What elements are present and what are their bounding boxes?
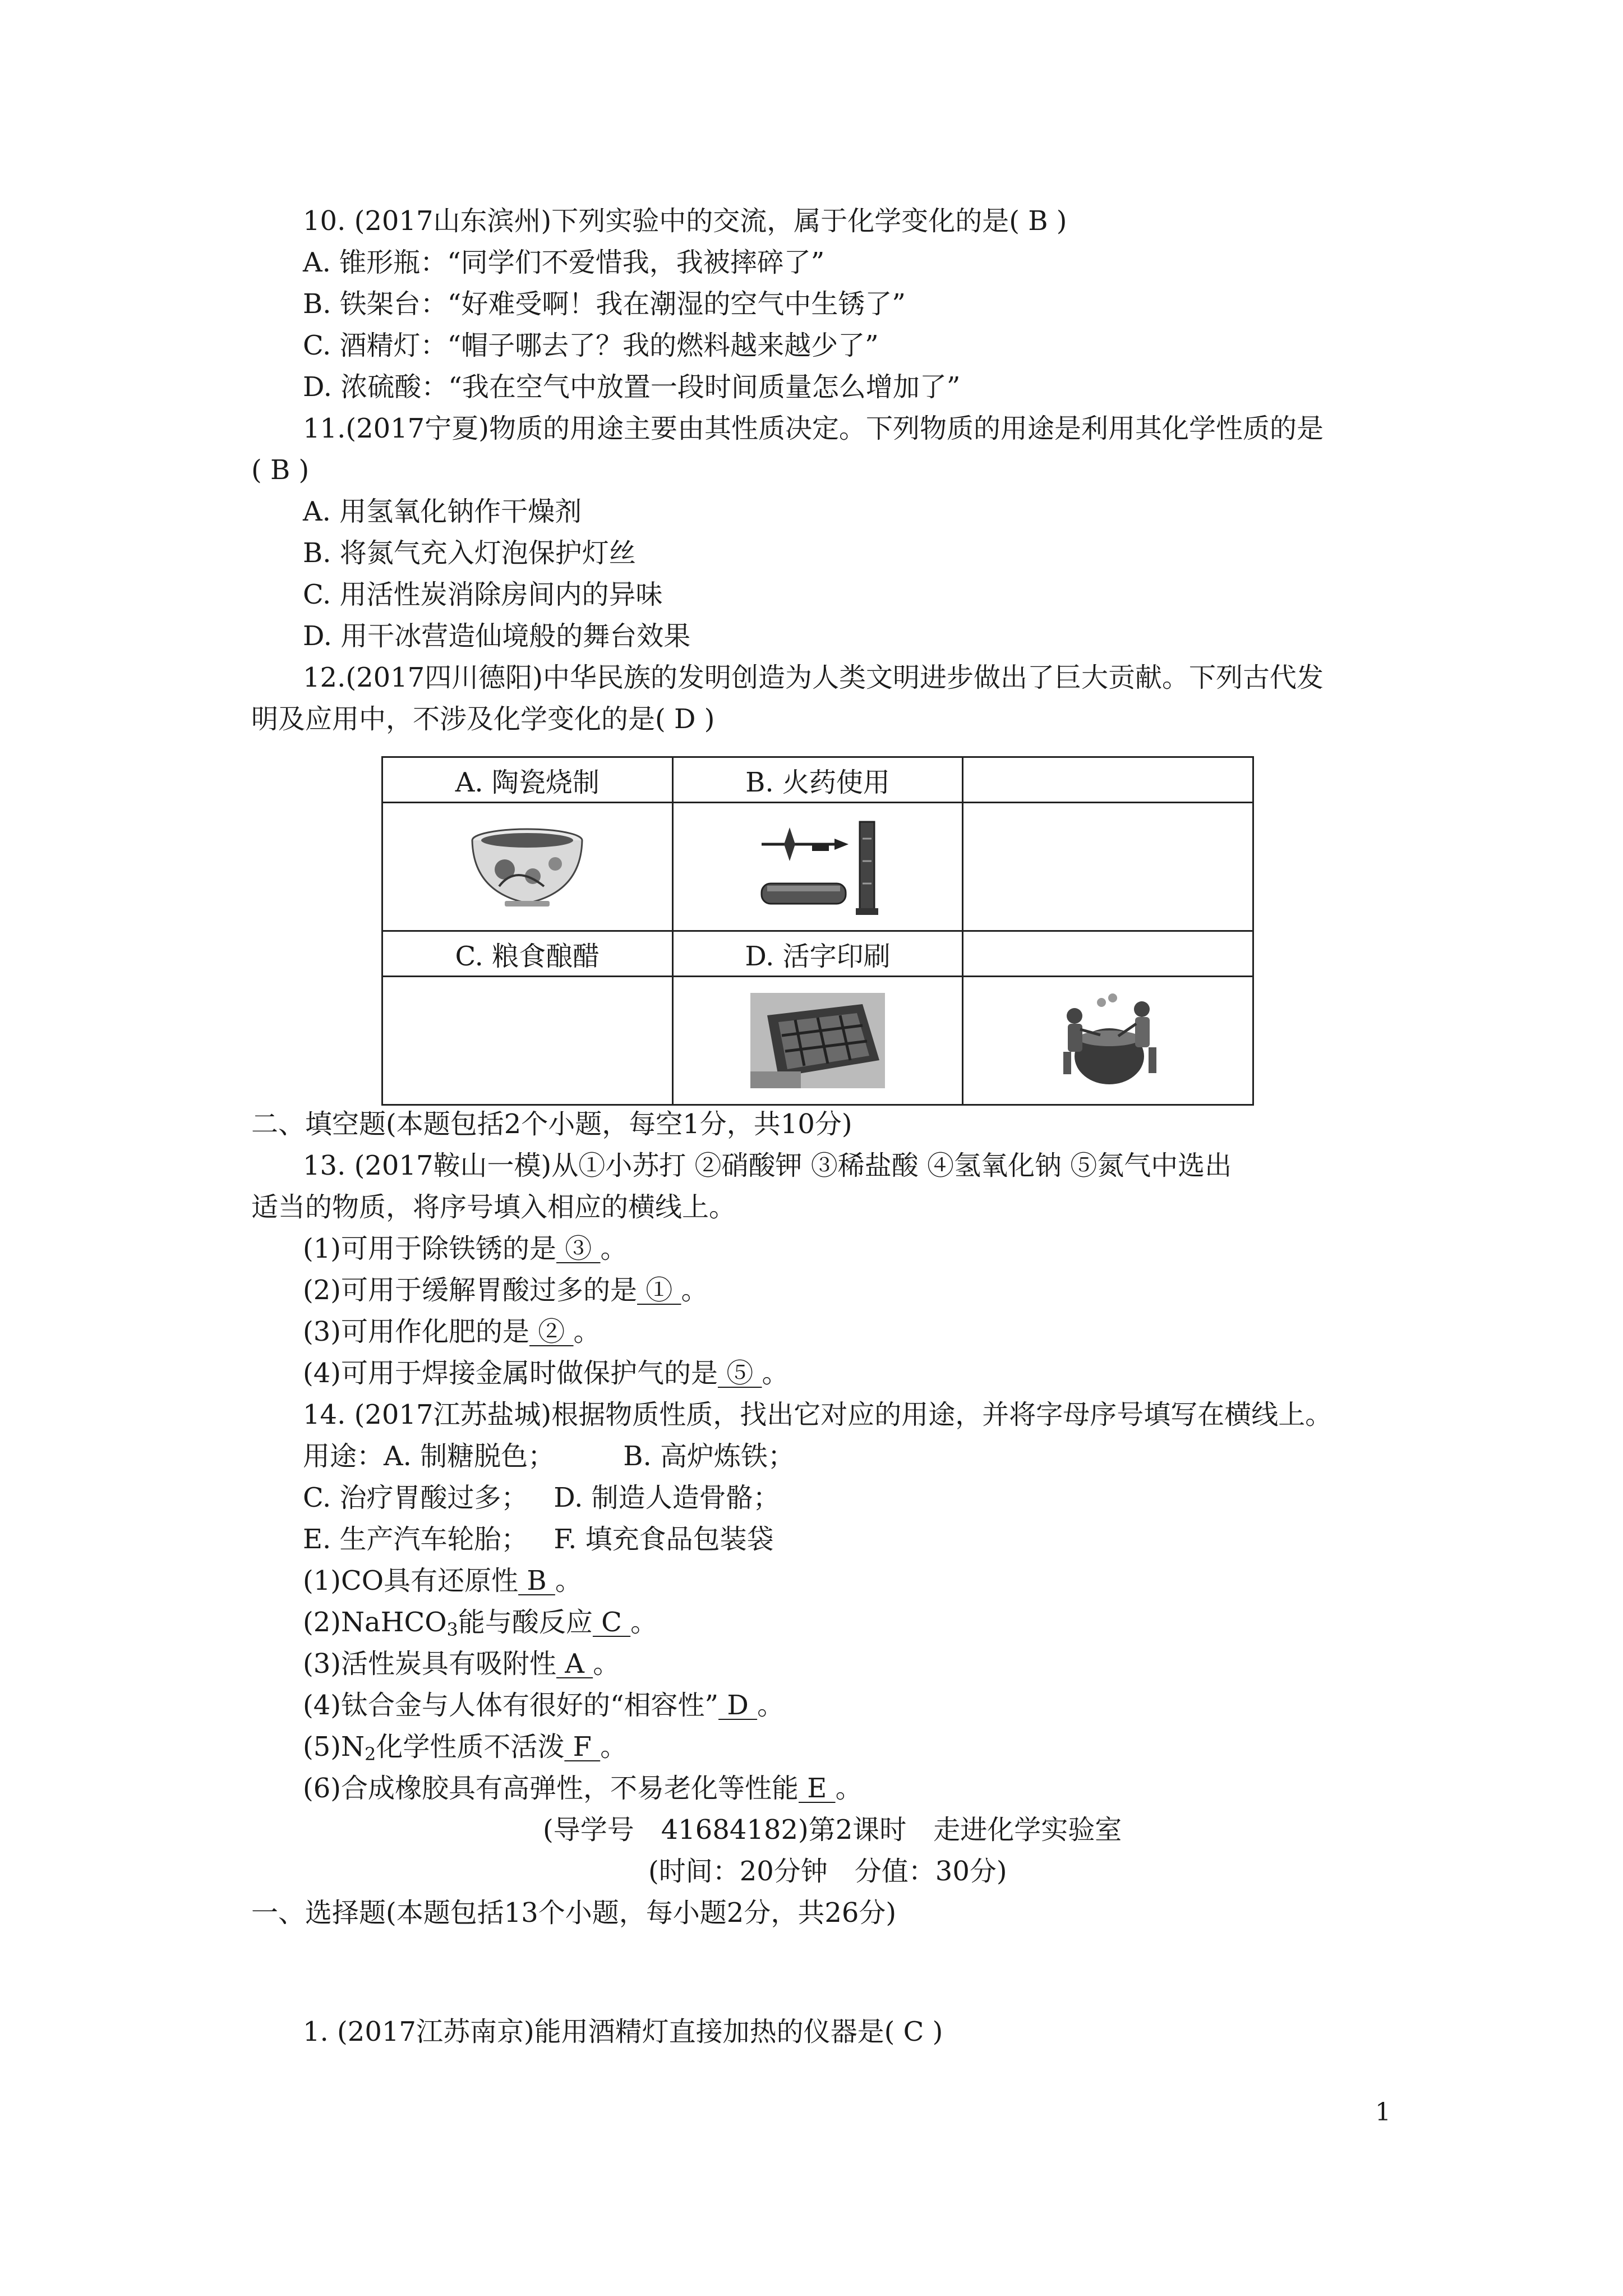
q13-item-2: (2)可用于缓解胃酸过多的是 ① 。 — [303, 1274, 708, 1306]
q11-answer: ( B ) — [251, 454, 310, 486]
cell-empty-3 — [963, 931, 1253, 977]
inventions-table — [381, 756, 1254, 1106]
cell-gunpowder-image — [672, 803, 963, 931]
section-1-heading: 一、选择题(本题包括13个小题，每小题2分，共26分) — [251, 1897, 897, 1929]
answer-blank: F — [564, 1731, 601, 1763]
q14-stem: 14. (2017江苏盐城)根据物质性质，找出它对应的用途，并将字母序号填写在横线上。 — [303, 1399, 1332, 1430]
q10-stem: 10. (2017山东滨州)下列实验中的交流，属于化学变化的是( B ) — [303, 205, 1067, 237]
answer-blank: C — [592, 1607, 631, 1638]
cell-empty-2 — [963, 803, 1253, 931]
q13-item-1: (1)可用于除铁锈的是 ③ 。 — [303, 1233, 628, 1264]
gunpowder-rocket-icon — [750, 816, 885, 917]
cell-a-label: A. 陶瓷烧制 — [382, 757, 673, 803]
q10-option-d: D. 浓硫酸：“我在空气中放置一段时间质量怎么增加了” — [303, 371, 961, 403]
page-number: 1 — [1375, 2098, 1391, 2127]
q11-option-a: A. 用氢氧化钠作干燥剂 — [303, 496, 582, 527]
q10-option-c: C. 酒精灯：“帽子哪去了？我的燃料越来越少了” — [303, 330, 879, 361]
q14-item-2: (2)NaHCO$_3$能与酸反应 C 。 — [303, 1607, 658, 1640]
q10-option-b: B. 铁架台：“好难受啊！我在潮湿的空气中生锈了” — [303, 288, 906, 320]
answer-blank: B — [518, 1565, 555, 1596]
answer-blank: D — [718, 1690, 758, 1721]
q14-item-3: (3)活性炭具有吸附性 A 。 — [303, 1648, 620, 1680]
cell-empty-1 — [963, 757, 1253, 803]
q10-option-a: A. 锥形瓶：“同学们不爱惜我，我被摔碎了” — [303, 247, 825, 278]
q13-stem-2: 适当的物质，将序号填入相应的横线上。 — [251, 1191, 736, 1223]
q14-uses-1: 用途：A. 制糖脱色； B. 高炉炼铁； — [303, 1441, 795, 1472]
q14-item-1: (1)CO具有还原性 B 。 — [303, 1565, 582, 1596]
q14-uses-3: E. 生产汽车轮胎； F. 填充食品包装袋 — [303, 1524, 774, 1555]
q14-item-4: (4)钛合金与人体有很好的“相容性” D 。 — [303, 1690, 785, 1721]
q14-uses-2: C. 治疗胃酸过多； D. 制造人造骨骼； — [303, 1482, 780, 1513]
cell-empty-4 — [382, 977, 673, 1105]
movable-type-icon — [750, 993, 885, 1088]
q11-option-b: B. 将氮气充入灯泡保护灯丝 — [303, 537, 636, 569]
answer-blank: ⑤ — [718, 1358, 762, 1389]
cell-porcelain-image — [382, 803, 673, 931]
q14-item-6: (6)合成橡胶具有高弹性，不易老化等性能 E 。 — [303, 1773, 863, 1804]
answer-blank: A — [556, 1648, 593, 1680]
cell-vinegar-image — [963, 977, 1253, 1105]
answer-blank: E — [799, 1773, 836, 1804]
answer-blank: ③ — [556, 1233, 601, 1264]
q11-option-d: D. 用干冰营造仙境般的舞台效果 — [303, 620, 691, 652]
section-2-heading: 二、填空题(本题包括2个小题，每空1分，共10分) — [251, 1108, 852, 1140]
q13-item-4: (4)可用于焊接金属时做保护气的是 ⑤ 。 — [303, 1358, 789, 1389]
lesson-time: (时间：20分钟 分值：30分) — [648, 1856, 1007, 1887]
q14-item-5: $(5)N_2$化学性质不活泼 F 。 — [303, 1731, 628, 1765]
q11-stem: 11.(2017宁夏)物质的用途主要由其性质决定。下列物质的用途是利用其化学性质的是 — [303, 413, 1324, 444]
cell-c-label: C. 粮食酿醋 — [382, 931, 673, 977]
q12-stem: 12.(2017四川德阳)中华民族的发明创造为人类文明进步做出了巨大贡献。下列古代发 — [303, 662, 1324, 693]
cell-movable-type-image — [672, 977, 963, 1105]
q13-item-3: (3)可用作化肥的是 ② 。 — [303, 1316, 601, 1347]
answer-blank: ① — [637, 1274, 681, 1306]
porcelain-bowl-icon — [465, 825, 589, 909]
cell-d-label: D. 活字印刷 — [672, 931, 963, 977]
vinegar-brewing-icon — [1046, 990, 1170, 1091]
q13-stem: 13. (2017鞍山一模)从①小苏打 ②硝酸钾 ③稀盐酸 ④氢氧化钠 ⑤氮气中选出 — [303, 1150, 1232, 1181]
q1-stem: 1. (2017江苏南京)能用酒精灯直接加热的仪器是( C ) — [303, 2016, 943, 2047]
q11-option-c: C. 用活性炭消除房间内的异味 — [303, 579, 663, 610]
cell-b-label: B. 火药使用 — [672, 757, 963, 803]
answer-blank: ② — [529, 1316, 574, 1347]
lesson-title: (导学号 41684182)第2课时 走进化学实验室 — [543, 1814, 1122, 1846]
q12-stem-2: 明及应用中，不涉及化学变化的是( D ) — [251, 703, 715, 735]
